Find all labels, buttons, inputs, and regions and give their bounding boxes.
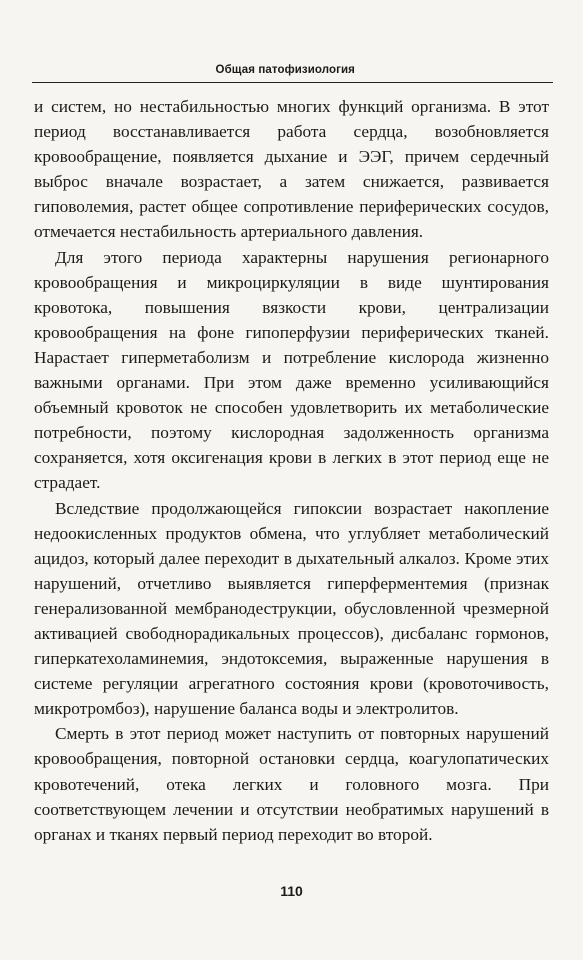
page-number: 110 (280, 883, 303, 899)
running-title: Общая патофизиология (215, 64, 355, 76)
paragraph-4: Смерть в этот период может наступить от повторных нарушений кровообращения, повторной остановки сердца, коагулопатических кровотечений, отека легких и головного мозга. При соответствующем лечении и отсутствии необратимых нарушений в органах и тканях первый период переходит во второй. (34, 724, 549, 844)
paragraph-1: и систем, но нестабильностью многих функций организма. В этот период восстанавливается работа сердца, возобновляется кровообращение, появляется дыхание и ЭЭГ, причем сердечный выброс вначале возрастает, а затем снижается, развивается гиповолемия, растет общее сопротивление периферических сосудов, отмечается нестабильность артериального давления. (34, 97, 549, 242)
paragraph-3: Вследствие продолжающейся гипоксии возрастает накопление недоокисленных продуктов обмена, что углубляет метаболический ацидоз, который далее переходит в дыхательный алкалоз. Кроме этих нарушений, отчетливо выявляется гиперферментемия (признак генерализованной мембранодеструкции, обусловленной чрезмерной активацией свободнорадикальных процессов), дисбаланс гормонов, гиперкатехоламинемия, эндотоксемия, выраженные нарушения в системе регуляции агрегатного состояния крови (кровоточивость, микротромбоз), нарушение баланса воды и электролитов. (34, 498, 549, 719)
header-rule (32, 82, 553, 83)
body-text (34, 94, 549, 847)
paragraph-2: Для этого периода характерны нарушения регионарного кровообращения и микроциркуляции в виде шунтирования кровотока, повышения вязкости крови, централизации кровообращения на фоне гипоперфузии периферических тканей. Нарастает гиперметаболизм и потребление кислорода жизненно важными органами. При этом даже временно усиливающийся объемный кровоток не способен удовлетворить их метаболические потребности, поэтому кислородная задолженность организма сохраняется, хотя оксигенация крови в легких в этот период еще не страдает. (34, 247, 549, 493)
